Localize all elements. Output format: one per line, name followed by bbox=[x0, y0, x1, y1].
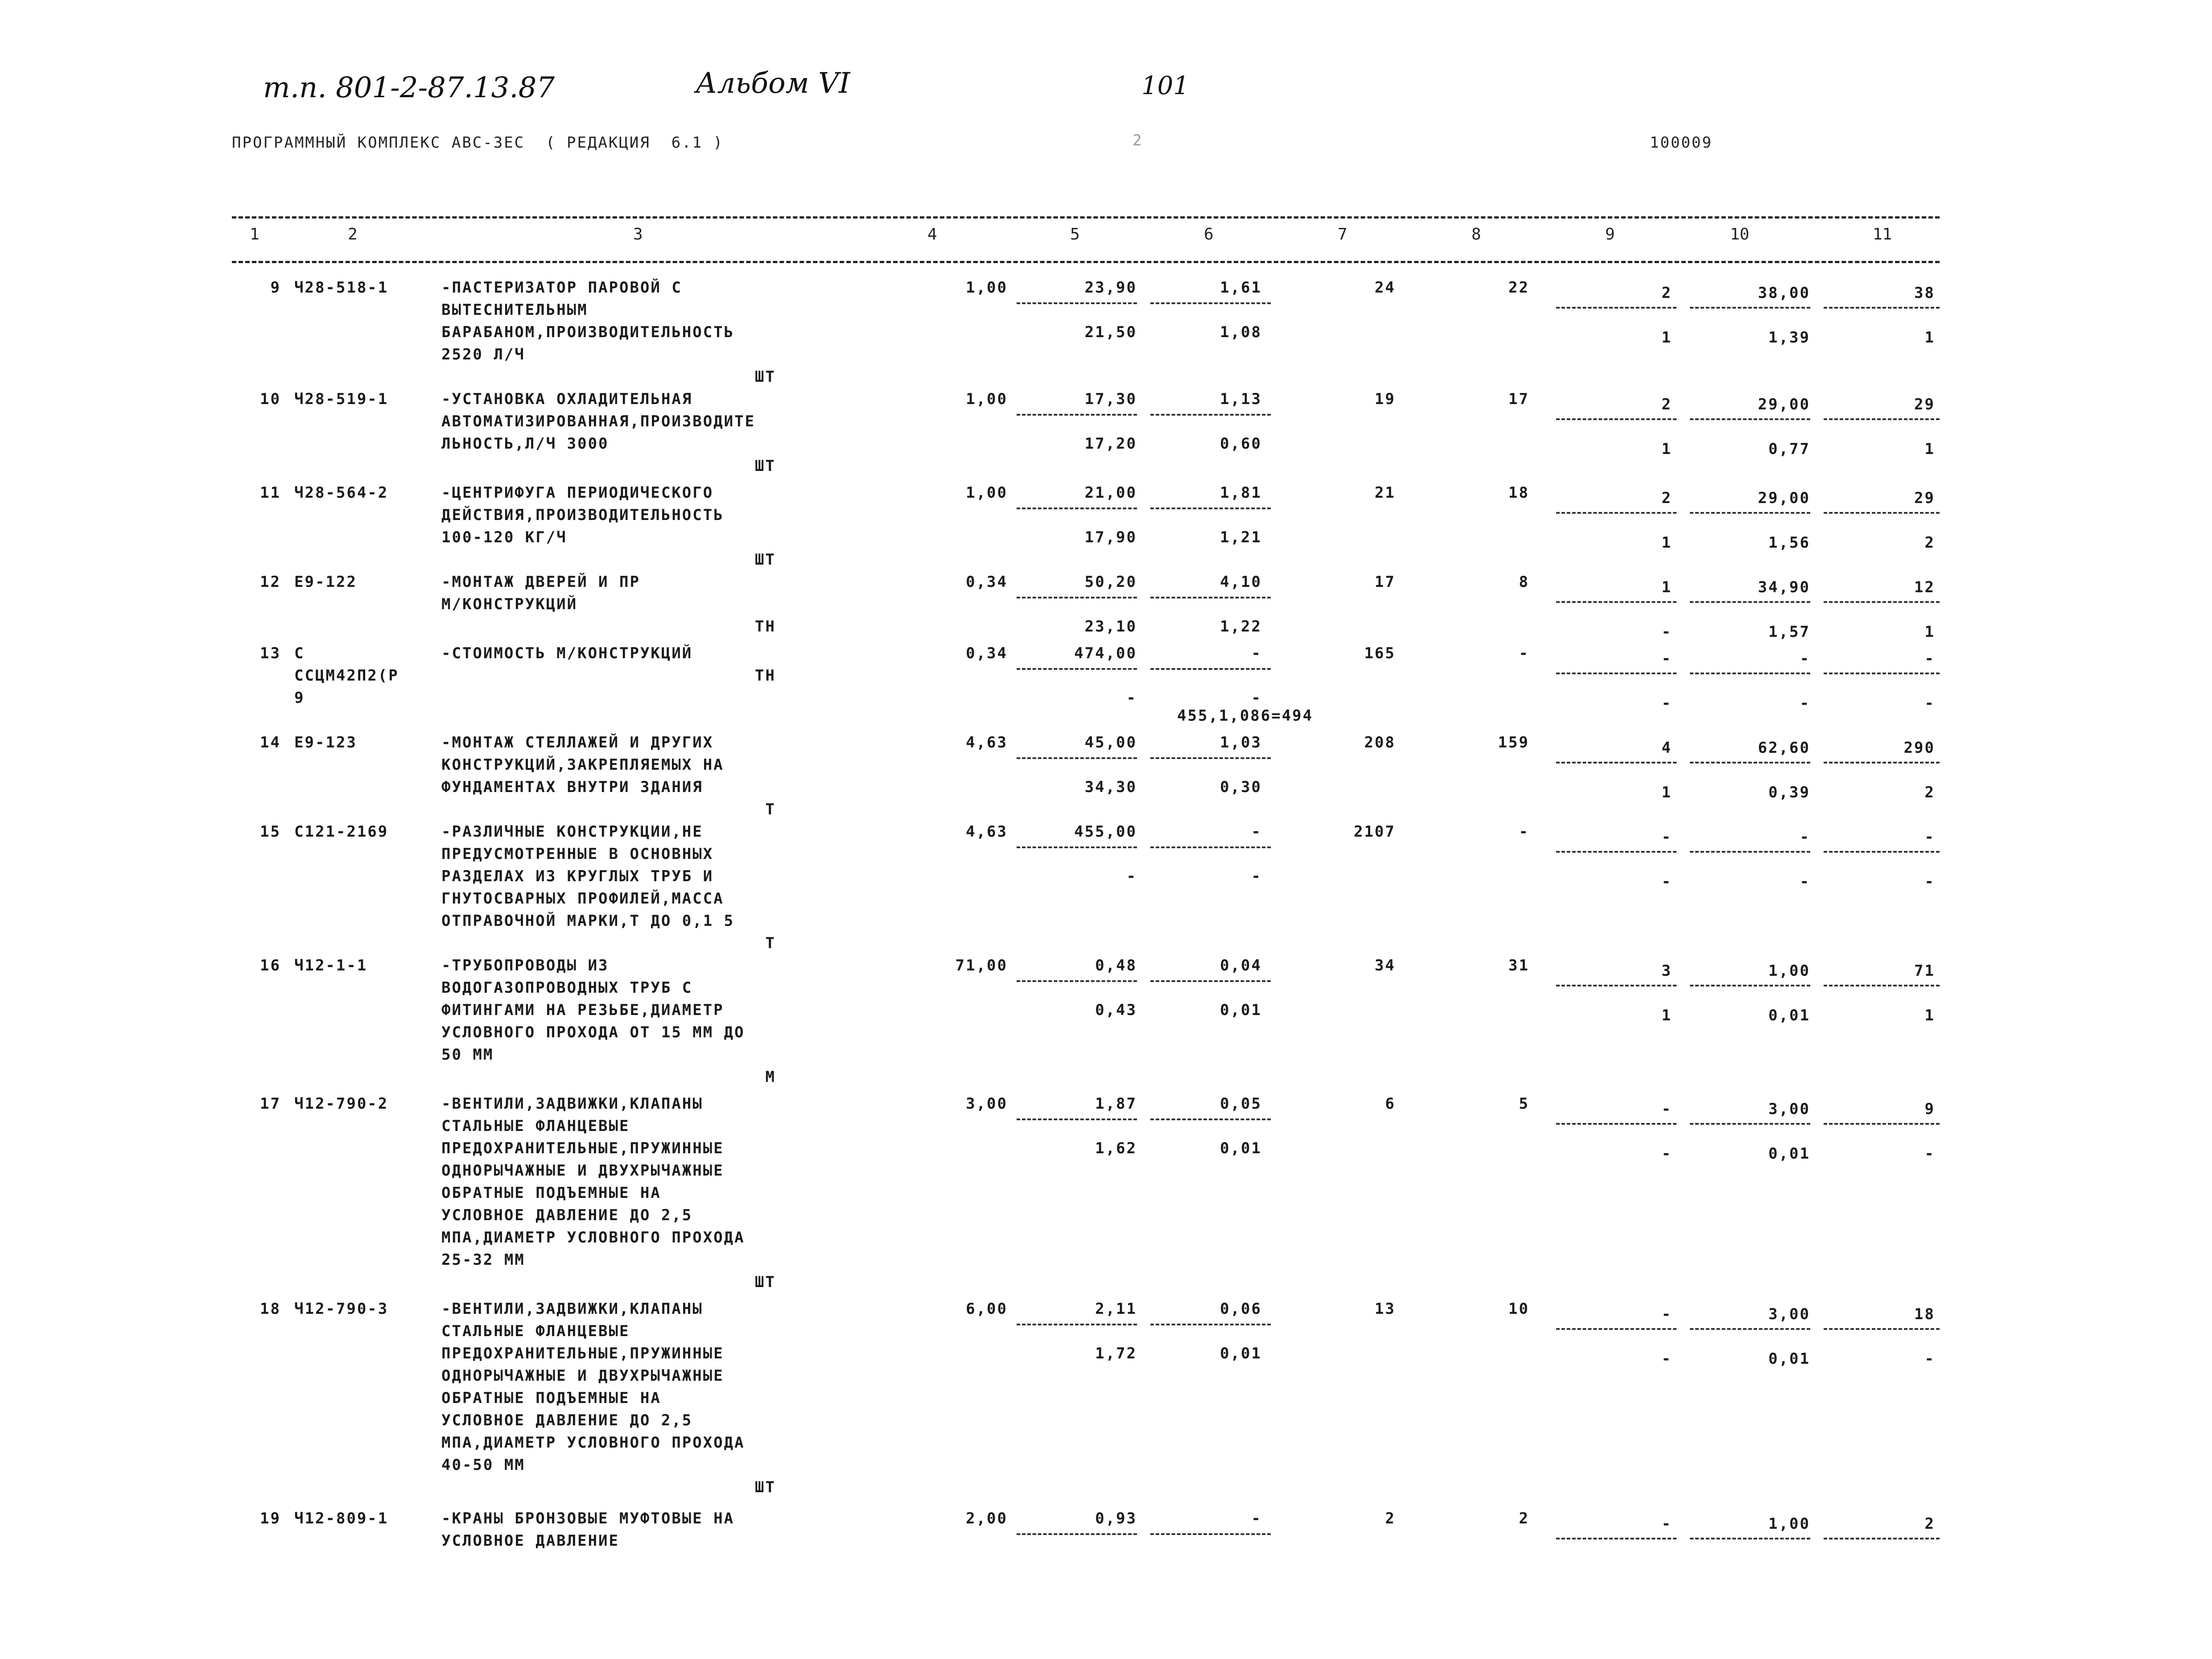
row-18-description-line: УСЛОВНОЕ ДАВЛЕНИЕ ДО 2,5 bbox=[441, 1411, 693, 1429]
row-19-col6-divider bbox=[1150, 1533, 1271, 1535]
row-13-unit: ТН bbox=[755, 667, 776, 685]
row-13-quantity: 0,34 bbox=[966, 644, 1008, 662]
row-15-col8: - bbox=[1519, 823, 1529, 841]
row-18-number: 18 bbox=[260, 1300, 281, 1318]
row-13-col11-divider bbox=[1824, 673, 1940, 674]
row-18-description-line: СТАЛЬНЫЕ ФЛАНЦЕВЫЕ bbox=[441, 1322, 630, 1340]
row-10-col9-divider bbox=[1556, 418, 1677, 420]
table-header-rule bbox=[232, 261, 1940, 263]
row-18-description-line: ОБРАТНЫЕ ПОДЪЕМНЫЕ НА bbox=[441, 1389, 661, 1407]
row-9-unit: ШТ bbox=[755, 368, 776, 386]
row-17-description-line: ОБРАТНЫЕ ПОДЪЕМНЫЕ НА bbox=[441, 1184, 661, 1202]
row-16-col10-top: 1,00 bbox=[1768, 962, 1810, 980]
row-17-col8: 5 bbox=[1519, 1095, 1529, 1113]
row-14-col5-divider bbox=[1017, 757, 1137, 759]
row-13-description-line: -СТОИМОСТЬ М/КОНСТРУКЦИЙ bbox=[441, 644, 693, 662]
row-9-number: 9 bbox=[270, 279, 281, 297]
row-14-description-line: -МОНТАЖ СТЕЛЛАЖЕЙ И ДРУГИХ bbox=[441, 734, 714, 751]
row-14-col11-divider bbox=[1824, 762, 1940, 763]
row-10-col6-machine: 1,13 bbox=[1220, 390, 1262, 408]
row-10-col8: 17 bbox=[1508, 390, 1529, 408]
row-18-unit: ШТ bbox=[755, 1478, 776, 1496]
row-15-col9-bottom: - bbox=[1661, 873, 1672, 891]
row-14-col7: 208 bbox=[1364, 734, 1396, 751]
row-11-quantity: 1,00 bbox=[966, 484, 1008, 502]
row-10-col11-bottom: 1 bbox=[1924, 440, 1935, 458]
row-19-col8: 2 bbox=[1519, 1510, 1529, 1527]
row-12-col11-divider bbox=[1824, 601, 1940, 603]
row-17-col9-divider bbox=[1556, 1123, 1677, 1125]
row-9-col5-divider bbox=[1017, 302, 1137, 304]
row-11-description-line: 100-120 КГ/Ч bbox=[441, 528, 567, 546]
row-15-code: С121-2169 bbox=[294, 823, 389, 841]
row-17-col9-bottom: - bbox=[1661, 1145, 1672, 1163]
row-14-col5-wage: 34,30 bbox=[1084, 778, 1137, 796]
row-15-col10-divider bbox=[1690, 851, 1810, 853]
row-11-col7: 21 bbox=[1375, 484, 1396, 502]
row-18-description-line: ОДНОРЫЧАЖНЫЕ И ДВУХРЫЧАЖНЫЕ bbox=[441, 1367, 724, 1385]
sheet-mark: 2 bbox=[1133, 132, 1143, 149]
row-11-col8: 18 bbox=[1508, 484, 1529, 502]
row-9-col10-bottom: 1,39 bbox=[1768, 329, 1810, 347]
row-15-col6-machine: - bbox=[1251, 823, 1262, 841]
row-15-col11-divider bbox=[1824, 851, 1940, 853]
row-12-col9-top: 1 bbox=[1661, 578, 1672, 596]
row-17-col10-divider bbox=[1690, 1123, 1810, 1125]
row-15-description-line: ПРЕДУСМОТРЕННЫЕ В ОСНОВНЫХ bbox=[441, 845, 714, 863]
row-18-col6-machine: 0,06 bbox=[1220, 1300, 1262, 1318]
row-12-quantity: 0,34 bbox=[966, 573, 1008, 591]
row-15-col5-divider bbox=[1017, 846, 1137, 848]
row-10-description-line: АВТОМАТИЗИРОВАННАЯ,ПРОИЗВОДИТЕ bbox=[441, 413, 756, 430]
row-14-number: 14 bbox=[260, 734, 281, 751]
row-9-col11-divider bbox=[1824, 307, 1940, 309]
row-18-col9-bottom: - bbox=[1661, 1350, 1672, 1368]
row-9-col11-top: 38 bbox=[1914, 284, 1935, 302]
row-13-col7: 165 bbox=[1364, 644, 1396, 662]
row-14-col11-top: 290 bbox=[1903, 739, 1935, 757]
row-17-col11-top: 9 bbox=[1924, 1100, 1935, 1118]
row-9-col5-total: 23,90 bbox=[1084, 279, 1137, 297]
row-16-col10-divider bbox=[1690, 985, 1810, 986]
row-19-description-line: -КРАНЫ БРОНЗОВЫЕ МУФТОВЫЕ НА bbox=[441, 1510, 735, 1527]
column-header-7: 7 bbox=[1338, 225, 1347, 243]
row-14-quantity: 4,63 bbox=[966, 734, 1008, 751]
row-14-calc-note: 455,1,086=494 bbox=[1177, 707, 1314, 725]
row-12-description-line: -МОНТАЖ ДВЕРЕЙ И ПР bbox=[441, 573, 640, 591]
row-16-description-line: ФИТИНГАМИ НА РЕЗЬБЕ,ДИАМЕТР bbox=[441, 1001, 724, 1019]
row-14-unit: Т bbox=[765, 801, 776, 818]
page-number: 101 bbox=[1141, 71, 1189, 100]
row-16-code: Ч12-1-1 bbox=[294, 957, 368, 974]
row-11-col10-top: 29,00 bbox=[1758, 489, 1810, 507]
row-16-col7: 34 bbox=[1375, 957, 1396, 974]
row-11-description-line: -ЦЕНТРИФУГА ПЕРИОДИЧЕСКОГО bbox=[441, 484, 714, 502]
row-11-col11-divider bbox=[1824, 512, 1940, 514]
row-12-col10-bottom: 1,57 bbox=[1768, 623, 1810, 641]
row-12-col6-machine: 4,10 bbox=[1220, 573, 1262, 591]
row-17-code: Ч12-790-2 bbox=[294, 1095, 389, 1113]
row-11-unit: ШТ bbox=[755, 551, 776, 569]
column-header-3: 3 bbox=[633, 225, 643, 243]
column-header-6: 6 bbox=[1204, 225, 1214, 243]
row-11-col10-divider bbox=[1690, 512, 1810, 514]
row-18-col9-divider bbox=[1556, 1328, 1677, 1330]
row-15-col6-divider bbox=[1150, 846, 1271, 848]
row-13-code: С bbox=[294, 644, 305, 662]
row-14-col10-top: 62,60 bbox=[1758, 739, 1810, 757]
row-16-col6-divider bbox=[1150, 980, 1271, 982]
row-13-col10-divider bbox=[1690, 673, 1810, 674]
row-17-col6-divider bbox=[1150, 1118, 1271, 1120]
row-10-col9-top: 2 bbox=[1661, 396, 1672, 413]
row-12-col5-wage: 23,10 bbox=[1084, 618, 1137, 636]
row-10-col6-wage: 0,60 bbox=[1220, 435, 1262, 453]
row-18-description-line: ПРЕДОХРАНИТЕЛЬНЫЕ,ПРУЖИННЫЕ bbox=[441, 1345, 724, 1362]
row-18-col6-wage: 0,01 bbox=[1220, 1345, 1262, 1362]
row-19-number: 19 bbox=[260, 1510, 281, 1527]
row-16-description-line: 50 ММ bbox=[441, 1046, 494, 1064]
row-11-col5-wage: 17,90 bbox=[1084, 528, 1137, 546]
row-11-col9-top: 2 bbox=[1661, 489, 1672, 507]
table-top-rule bbox=[232, 216, 1940, 219]
row-15-col10-bottom: - bbox=[1800, 873, 1810, 891]
row-9-col8: 22 bbox=[1508, 279, 1529, 297]
row-17-col10-top: 3,00 bbox=[1768, 1100, 1810, 1118]
row-11-col6-wage: 1,21 bbox=[1220, 528, 1262, 546]
row-18-col5-wage: 1,72 bbox=[1095, 1345, 1137, 1362]
row-16-col11-divider bbox=[1824, 985, 1940, 986]
row-17-col5-divider bbox=[1017, 1118, 1137, 1120]
column-header-2: 2 bbox=[348, 225, 358, 243]
row-13-col5-total: 474,00 bbox=[1074, 644, 1137, 662]
column-header-9: 9 bbox=[1605, 225, 1615, 243]
row-12-col9-divider bbox=[1556, 601, 1677, 603]
row-16-number: 16 bbox=[260, 957, 281, 974]
row-16-col5-total: 0,48 bbox=[1095, 957, 1137, 974]
row-14-col5-total: 45,00 bbox=[1084, 734, 1137, 751]
row-9-quantity: 1,00 bbox=[966, 279, 1008, 297]
column-header-4: 4 bbox=[927, 225, 937, 243]
row-18-col8: 10 bbox=[1508, 1300, 1529, 1318]
row-9-description-line: ВЫТЕСНИТЕЛЬНЫМ bbox=[441, 301, 588, 319]
row-13-code-line3: 9 bbox=[294, 689, 305, 707]
column-header-1: 1 bbox=[250, 225, 260, 243]
row-13-col9-divider bbox=[1556, 673, 1677, 674]
column-header-5: 5 bbox=[1070, 225, 1080, 243]
row-12-number: 12 bbox=[260, 573, 281, 591]
row-18-description-line: -ВЕНТИЛИ,ЗАДВИЖКИ,КЛАПАНЫ bbox=[441, 1300, 703, 1318]
row-17-description-line: -ВЕНТИЛИ,ЗАДВИЖКИ,КЛАПАНЫ bbox=[441, 1095, 703, 1113]
row-9-col9-top: 2 bbox=[1661, 284, 1672, 302]
row-9-col9-divider bbox=[1556, 307, 1677, 309]
row-18-col7: 13 bbox=[1375, 1300, 1396, 1318]
row-11-col5-divider bbox=[1017, 508, 1137, 509]
row-19-col5-divider bbox=[1017, 1533, 1137, 1535]
row-16-col8: 31 bbox=[1508, 957, 1529, 974]
row-17-description-line: ОДНОРЫЧАЖНЫЕ И ДВУХРЫЧАЖНЫЕ bbox=[441, 1162, 724, 1180]
row-10-col10-top: 29,00 bbox=[1758, 396, 1810, 413]
row-11-code: Ч28-564-2 bbox=[294, 484, 389, 502]
document-number: 100009 bbox=[1650, 134, 1713, 152]
row-14-col9-divider bbox=[1556, 762, 1677, 763]
row-12-code: Е9-122 bbox=[294, 573, 357, 591]
row-14-col9-bottom: 1 bbox=[1661, 784, 1672, 801]
row-11-col9-divider bbox=[1556, 512, 1677, 514]
row-17-description-line: СТАЛЬНЫЕ ФЛАНЦЕВЫЕ bbox=[441, 1117, 630, 1135]
row-19-col5-total: 0,93 bbox=[1095, 1510, 1137, 1527]
album-label: Альбом VI bbox=[696, 67, 850, 100]
row-16-description-line: -ТРУБОПРОВОДЫ ИЗ bbox=[441, 957, 609, 974]
column-header-10: 10 bbox=[1730, 225, 1750, 243]
row-9-col6-machine: 1,61 bbox=[1220, 279, 1262, 297]
row-9-description-line: -ПАСТЕРИЗАТОР ПАРОВОЙ С bbox=[441, 279, 682, 297]
row-16-col5-wage: 0,43 bbox=[1095, 1001, 1137, 1019]
row-15-col6-wage: - bbox=[1251, 867, 1262, 885]
row-18-col5-total: 2,11 bbox=[1095, 1300, 1137, 1318]
row-19-col11-top: 2 bbox=[1924, 1515, 1935, 1533]
row-16-col11-top: 71 bbox=[1914, 962, 1935, 980]
row-10-quantity: 1,00 bbox=[966, 390, 1008, 408]
row-15-unit: Т bbox=[765, 934, 776, 952]
row-18-col10-bottom: 0,01 bbox=[1768, 1350, 1810, 1368]
row-16-col10-bottom: 0,01 bbox=[1768, 1007, 1810, 1024]
row-12-col11-top: 12 bbox=[1914, 578, 1935, 596]
row-18-description-line: МПА,ДИАМЕТР УСЛОВНОГО ПРОХОДА bbox=[441, 1434, 745, 1452]
row-15-col9-top: - bbox=[1661, 828, 1672, 846]
row-13-col9-bottom: - bbox=[1661, 694, 1672, 712]
row-16-col11-bottom: 1 bbox=[1924, 1007, 1935, 1024]
row-17-number: 17 bbox=[260, 1095, 281, 1113]
row-10-col5-wage: 17,20 bbox=[1084, 435, 1137, 453]
row-18-col11-bottom: - bbox=[1924, 1350, 1935, 1368]
row-9-col7: 24 bbox=[1375, 279, 1396, 297]
document-code: т.п. 801-2-87.13.87 bbox=[263, 71, 555, 104]
row-16-quantity: 71,00 bbox=[955, 957, 1008, 974]
row-10-col6-divider bbox=[1150, 414, 1271, 416]
row-9-col5-wage: 21,50 bbox=[1084, 323, 1137, 341]
row-12-col10-top: 34,90 bbox=[1758, 578, 1810, 596]
row-10-col9-bottom: 1 bbox=[1661, 440, 1672, 458]
row-18-col10-divider bbox=[1690, 1328, 1810, 1330]
row-13-col11-top: - bbox=[1924, 650, 1935, 668]
row-15-col5-total: 455,00 bbox=[1074, 823, 1137, 841]
row-17-col5-total: 1,87 bbox=[1095, 1095, 1137, 1113]
row-13-col6-machine: - bbox=[1251, 644, 1262, 662]
row-13-col11-bottom: - bbox=[1924, 694, 1935, 712]
row-15-description-line: ГНУТОСВАРНЫХ ПРОФИЛЕЙ,МАССА bbox=[441, 890, 724, 908]
row-12-description-line: М/КОНСТРУКЦИЙ bbox=[441, 595, 578, 613]
row-15-col10-top: - bbox=[1800, 828, 1810, 846]
row-10-unit: ШТ bbox=[755, 457, 776, 475]
row-16-col6-machine: 0,04 bbox=[1220, 957, 1262, 974]
row-14-col10-divider bbox=[1690, 762, 1810, 763]
row-16-unit: М bbox=[765, 1068, 776, 1086]
row-10-col11-top: 29 bbox=[1914, 396, 1935, 413]
row-13-col10-bottom: - bbox=[1800, 694, 1810, 712]
row-18-code: Ч12-790-3 bbox=[294, 1300, 389, 1318]
row-12-col10-divider bbox=[1690, 601, 1810, 603]
row-13-col5-wage: - bbox=[1126, 689, 1137, 707]
row-10-col11-divider bbox=[1824, 418, 1940, 420]
row-12-col5-total: 50,20 bbox=[1084, 573, 1137, 591]
row-17-description-line: УСЛОВНОЕ ДАВЛЕНИЕ ДО 2,5 bbox=[441, 1206, 693, 1224]
row-9-code: Ч28-518-1 bbox=[294, 279, 389, 297]
row-13-col9-top: - bbox=[1661, 650, 1672, 668]
row-12-col8: 8 bbox=[1519, 573, 1529, 591]
row-17-col9-top: - bbox=[1661, 1100, 1672, 1118]
row-11-number: 11 bbox=[260, 484, 281, 502]
row-9-col9-bottom: 1 bbox=[1661, 329, 1672, 347]
row-19-description-line: УСЛОВНОЕ ДАВЛЕНИЕ bbox=[441, 1532, 619, 1550]
column-header-11: 11 bbox=[1873, 225, 1892, 243]
row-19-col10-divider bbox=[1690, 1538, 1810, 1539]
row-12-col9-bottom: - bbox=[1661, 623, 1672, 641]
row-17-unit: ШТ bbox=[755, 1273, 776, 1291]
row-12-unit: ТН bbox=[755, 618, 776, 636]
row-15-description-line: ОТПРАВОЧНОЙ МАРКИ,Т ДО 0,1 5 bbox=[441, 912, 735, 930]
row-16-col9-bottom: 1 bbox=[1661, 1007, 1672, 1024]
row-17-col11-bottom: - bbox=[1924, 1145, 1935, 1163]
row-17-col6-machine: 0,05 bbox=[1220, 1095, 1262, 1113]
row-18-col5-divider bbox=[1017, 1324, 1137, 1325]
row-17-col10-bottom: 0,01 bbox=[1768, 1145, 1810, 1163]
row-13-col5-divider bbox=[1017, 668, 1137, 670]
row-14-col6-wage: 0,30 bbox=[1220, 778, 1262, 796]
row-11-col10-bottom: 1,56 bbox=[1768, 534, 1810, 552]
row-10-description-line: ЛЬНОСТЬ,Л/Ч 3000 bbox=[441, 435, 609, 453]
row-9-col6-divider bbox=[1150, 302, 1271, 304]
row-16-description-line: УСЛОВНОГО ПРОХОДА ОТ 15 ММ ДО bbox=[441, 1023, 745, 1041]
row-14-col9-top: 4 bbox=[1661, 739, 1672, 757]
row-17-description-line: 25-32 ММ bbox=[441, 1251, 525, 1269]
row-14-col11-bottom: 2 bbox=[1924, 784, 1935, 801]
row-13-col6-wage: - bbox=[1251, 689, 1262, 707]
row-10-number: 10 bbox=[260, 390, 281, 408]
row-10-col7: 19 bbox=[1375, 390, 1396, 408]
row-13-code-line2: ССЦМ42П2(Р bbox=[294, 667, 399, 685]
row-9-col6-wage: 1,08 bbox=[1220, 323, 1262, 341]
row-10-description-line: -УСТАНОВКА ОХЛАДИТЕЛЬНАЯ bbox=[441, 390, 693, 408]
row-16-col6-wage: 0,01 bbox=[1220, 1001, 1262, 1019]
row-18-quantity: 6,00 bbox=[966, 1300, 1008, 1318]
row-17-description-line: ПРЕДОХРАНИТЕЛЬНЫЕ,ПРУЖИННЫЕ bbox=[441, 1139, 724, 1157]
row-19-col7: 2 bbox=[1385, 1510, 1396, 1527]
row-9-description-line: БАРАБАНОМ,ПРОИЗВОДИТЕЛЬНОСТЬ bbox=[441, 323, 735, 341]
row-9-col10-divider bbox=[1690, 307, 1810, 309]
row-10-col10-divider bbox=[1690, 418, 1810, 420]
row-19-col10-top: 1,00 bbox=[1768, 1515, 1810, 1533]
row-19-quantity: 2,00 bbox=[966, 1510, 1008, 1527]
row-9-description-line: 2520 Л/Ч bbox=[441, 346, 525, 363]
row-10-col5-total: 17,30 bbox=[1084, 390, 1137, 408]
row-10-col5-divider bbox=[1017, 414, 1137, 416]
row-15-number: 15 bbox=[260, 823, 281, 841]
row-18-description-line: 40-50 ММ bbox=[441, 1456, 525, 1474]
row-14-code: Е9-123 bbox=[294, 734, 357, 751]
row-15-col11-bottom: - bbox=[1924, 873, 1935, 891]
row-15-col11-top: - bbox=[1924, 828, 1935, 846]
row-10-code: Ч28-519-1 bbox=[294, 390, 389, 408]
row-12-col6-wage: 1,22 bbox=[1220, 618, 1262, 636]
row-16-col9-divider bbox=[1556, 985, 1677, 986]
row-15-quantity: 4,63 bbox=[966, 823, 1008, 841]
row-18-col10-top: 3,00 bbox=[1768, 1305, 1810, 1323]
row-11-col5-total: 21,00 bbox=[1084, 484, 1137, 502]
row-12-col7: 17 bbox=[1375, 573, 1396, 591]
row-13-number: 13 bbox=[260, 644, 281, 662]
row-10-col10-bottom: 0,77 bbox=[1768, 440, 1810, 458]
row-19-col6-machine: - bbox=[1251, 1510, 1262, 1527]
row-14-description-line: ФУНДАМЕНТАХ ВНУТРИ ЗДАНИЯ bbox=[441, 778, 703, 796]
row-12-col5-divider bbox=[1017, 597, 1137, 598]
row-19-col9-top: - bbox=[1661, 1515, 1672, 1533]
row-17-description-line: МПА,ДИАМЕТР УСЛОВНОГО ПРОХОДА bbox=[441, 1229, 745, 1246]
row-11-col6-machine: 1,81 bbox=[1220, 484, 1262, 502]
row-17-col11-divider bbox=[1824, 1123, 1940, 1125]
row-14-col8: 159 bbox=[1498, 734, 1529, 751]
row-14-description-line: КОНСТРУКЦИЙ,ЗАКРЕПЛЯЕМЫХ НА bbox=[441, 756, 724, 774]
row-17-quantity: 3,00 bbox=[966, 1095, 1008, 1113]
row-12-col11-bottom: 1 bbox=[1924, 623, 1935, 641]
row-16-col5-divider bbox=[1017, 980, 1137, 982]
row-19-col9-divider bbox=[1556, 1538, 1677, 1539]
row-15-description-line: -РАЗЛИЧНЫЕ КОНСТРУКЦИИ,НЕ bbox=[441, 823, 703, 841]
row-16-description-line: ВОДОГАЗОПРОВОДНЫХ ТРУБ С bbox=[441, 979, 693, 997]
row-17-col7: 6 bbox=[1385, 1095, 1396, 1113]
row-13-col6-divider bbox=[1150, 668, 1271, 670]
row-14-col10-bottom: 0,39 bbox=[1768, 784, 1810, 801]
row-15-col5-wage: - bbox=[1126, 867, 1137, 885]
row-11-col11-top: 29 bbox=[1914, 489, 1935, 507]
row-14-col6-machine: 1,03 bbox=[1220, 734, 1262, 751]
row-19-code: Ч12-809-1 bbox=[294, 1510, 389, 1527]
row-19-col11-divider bbox=[1824, 1538, 1940, 1539]
row-11-col11-bottom: 2 bbox=[1924, 534, 1935, 552]
row-15-description-line: РАЗДЕЛАХ ИЗ КРУГЛЫХ ТРУБ И bbox=[441, 867, 714, 885]
row-13-col10-top: - bbox=[1800, 650, 1810, 668]
row-12-col6-divider bbox=[1150, 597, 1271, 598]
row-17-col5-wage: 1,62 bbox=[1095, 1139, 1137, 1157]
row-15-col9-divider bbox=[1556, 851, 1677, 853]
row-11-description-line: ДЕЙСТВИЯ,ПРОИЗВОДИТЕЛЬНОСТЬ bbox=[441, 506, 724, 524]
column-header-8: 8 bbox=[1471, 225, 1481, 243]
row-18-col11-divider bbox=[1824, 1328, 1940, 1330]
program-line: ПРОГРАММНЫЙ КОМПЛЕКС АВС-ЗЕС ( РЕДАКЦИЯ 6.1 ) bbox=[232, 134, 724, 152]
row-18-col9-top: - bbox=[1661, 1305, 1672, 1323]
row-15-col7: 2107 bbox=[1354, 823, 1396, 841]
row-9-col10-top: 38,00 bbox=[1758, 284, 1810, 302]
row-16-col9-top: 3 bbox=[1661, 962, 1672, 980]
row-18-col11-top: 18 bbox=[1914, 1305, 1935, 1323]
row-13-col8: - bbox=[1519, 644, 1529, 662]
row-17-col6-wage: 0,01 bbox=[1220, 1139, 1262, 1157]
row-9-col11-bottom: 1 bbox=[1924, 329, 1935, 347]
row-18-col6-divider bbox=[1150, 1324, 1271, 1325]
row-14-col6-divider bbox=[1150, 757, 1271, 759]
row-11-col6-divider bbox=[1150, 508, 1271, 509]
row-11-col9-bottom: 1 bbox=[1661, 534, 1672, 552]
